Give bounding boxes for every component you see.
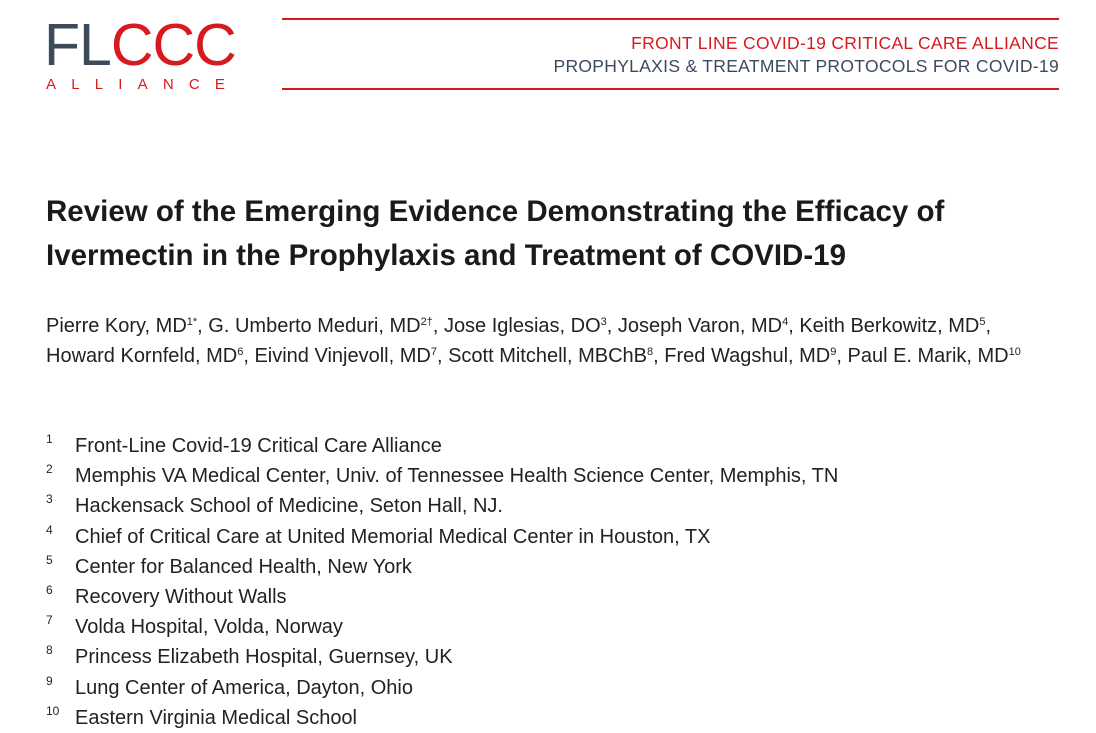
- affiliation-number: 3: [46, 492, 53, 507]
- affiliation-number: 9: [46, 673, 53, 688]
- affiliation-number: 1: [46, 432, 53, 446]
- author: [254, 345, 448, 367]
- flccc-logo: [44, 14, 260, 94]
- affiliation-number: 6: [46, 582, 53, 597]
- author: [618, 315, 799, 337]
- author-name: Paul E. Marik, MD: [847, 345, 1009, 368]
- author-separator: ,: [436, 345, 449, 368]
- author-affiliation-marker: 5: [979, 316, 986, 328]
- author-separator: ,: [985, 315, 992, 337]
- affiliation-text: Volda Hospital, Volda, Norway: [75, 616, 343, 639]
- author: [847, 345, 1020, 367]
- author: [448, 345, 664, 367]
- author-list: [46, 311, 1046, 372]
- author: [46, 345, 254, 367]
- author-name: Pierre Kory, MD: [46, 315, 187, 337]
- affiliation-text: Memphis VA Medical Center, Univ. of Tennessee Health Science Center, Memphis, TN: [75, 465, 839, 488]
- author: [664, 345, 847, 367]
- header-organization: FRONT LINE COVID-19 CRITICAL CARE ALLIANCE: [631, 33, 1059, 53]
- author-separator: ,: [432, 315, 444, 337]
- title-line-1: Review of the Emerging Evidence Demonstrating the Efficacy of: [46, 195, 945, 228]
- logo-wordmark-ccc: CCC: [110, 12, 236, 78]
- author-affiliation-marker: 7: [430, 346, 437, 359]
- author-name: Scott Mitchell, MBChB: [448, 345, 648, 368]
- logo-wordmark: [44, 14, 236, 76]
- author: [208, 315, 444, 337]
- author-affiliation-marker: 9: [830, 346, 837, 359]
- author-separator: ,: [243, 345, 255, 368]
- author-separator: ,: [653, 345, 665, 368]
- author-name: Eivind Vinjevoll, MD: [254, 345, 431, 368]
- affiliation-number: 10: [46, 703, 60, 718]
- author-separator: ,: [606, 315, 618, 337]
- author-name: Joseph Varon, MD: [617, 315, 783, 337]
- affiliation-number: 8: [46, 643, 53, 658]
- header-rule-bottom: [282, 88, 1059, 90]
- affiliation-text: Front-Line Covid-19 Critical Care Alliance: [75, 435, 442, 457]
- author-separator: ,: [197, 315, 209, 337]
- author-affiliation-marker: 1*: [186, 316, 198, 328]
- header-subtitle: PROPHYLAXIS & TREATMENT PROTOCOLS FOR COVID-19: [553, 56, 1059, 76]
- author-affiliation-marker: 10: [1008, 346, 1021, 359]
- author-affiliation-marker: 8: [647, 346, 654, 359]
- author: [46, 315, 208, 337]
- author-affiliation-marker: 4: [782, 316, 789, 328]
- author-name: G. Umberto Meduri, MD: [208, 315, 421, 337]
- author: [444, 315, 618, 337]
- affiliation-number: 5: [46, 552, 53, 567]
- author-affiliation-marker: 3: [600, 316, 607, 328]
- author-name: Fred Wagshul, MD: [664, 345, 831, 368]
- affiliation-text: Hackensack School of Medicine, Seton Hall, NJ.: [75, 495, 503, 518]
- author-affiliation-marker: 2†: [420, 316, 433, 328]
- logo-alliance-text: ALLIANCE: [46, 76, 241, 93]
- affiliation-text: Eastern Virginia Medical School: [75, 706, 358, 729]
- affiliation-text: Lung Center of America, Dayton, Ohio: [75, 676, 413, 699]
- author-name: Howard Kornfeld, MD: [46, 345, 238, 368]
- affiliation-text: Recovery Without Walls: [75, 585, 287, 608]
- affiliation-number: 2: [46, 462, 53, 477]
- author: [799, 315, 991, 337]
- affiliation-text: Center for Balanced Health, New York: [75, 555, 412, 578]
- affiliation-number: 4: [46, 522, 53, 537]
- document-title: [46, 190, 1056, 278]
- logo-wordmark-fl: FL: [44, 12, 111, 78]
- header-rule-top: [282, 18, 1059, 20]
- affiliation-text: Princess Elizabeth Hospital, Guernsey, UK: [75, 646, 453, 669]
- author-name: Jose Iglesias, DO: [443, 315, 601, 337]
- author-separator: ,: [788, 315, 800, 337]
- title-line-2: Ivermectin in the Prophylaxis and Treatment of COVID-19: [46, 239, 846, 272]
- author-separator: ,: [836, 345, 848, 368]
- affiliation-text: Chief of Critical Care at United Memorial Medical Center in Houston, TX: [75, 525, 711, 548]
- affiliation-number: 7: [46, 613, 53, 628]
- author-affiliation-marker: 6: [237, 346, 244, 359]
- author-name: Keith Berkowitz, MD: [799, 315, 980, 337]
